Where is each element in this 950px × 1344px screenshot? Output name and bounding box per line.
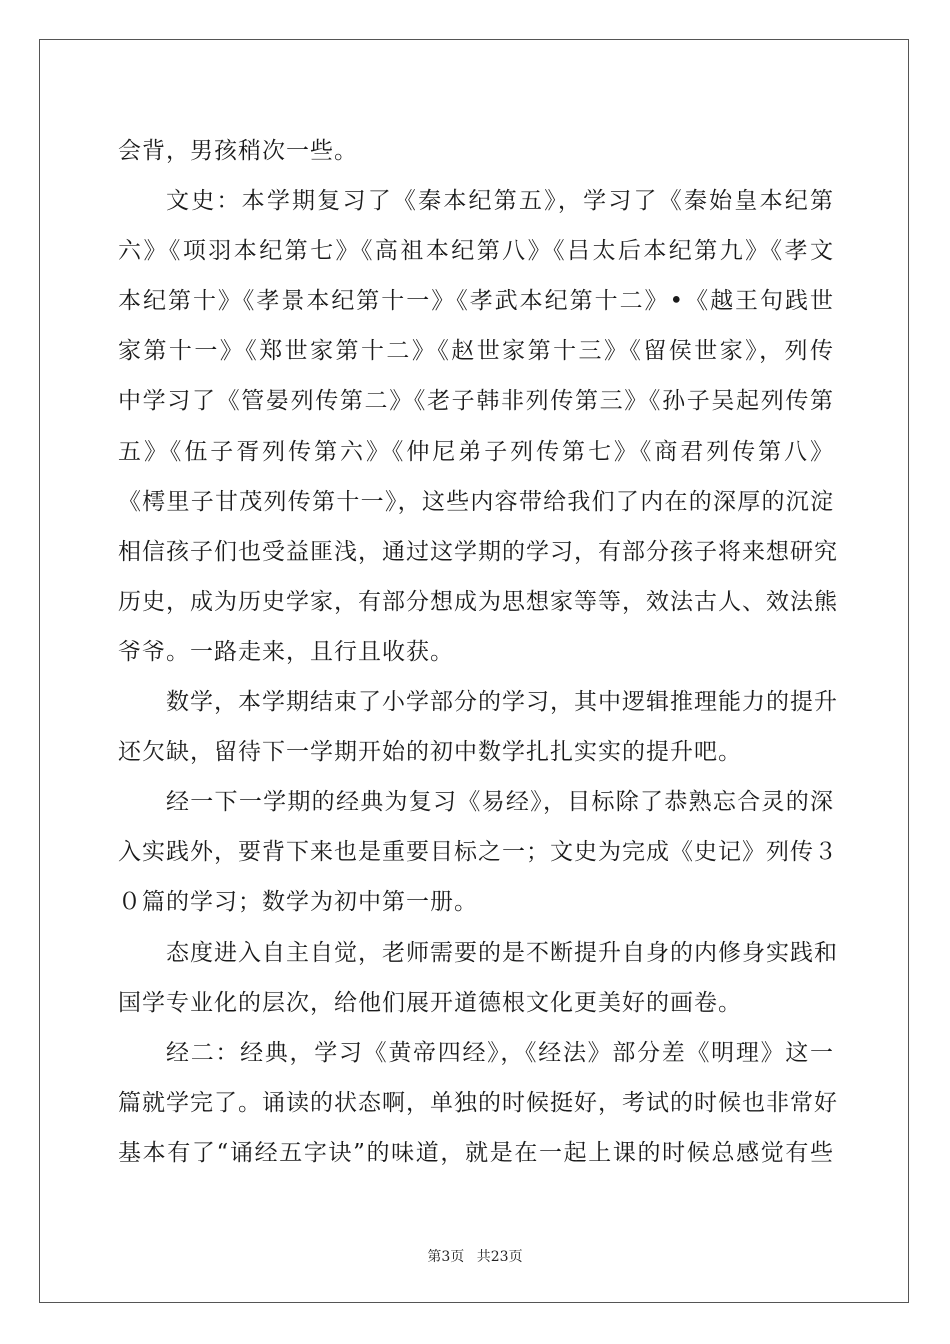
paragraph-3-line: 经一下一学期的经典为复习《易经》，目标除了恭熟忘合灵的深 (166, 789, 834, 816)
paragraph-1-line: 历史，成为历史学家，有部分想成为思想家等等，效法古人、效法熊 (118, 588, 838, 615)
page-total: 共23页 (476, 1249, 523, 1265)
paragraph-1-line: 《樗里子甘茂列传第十一》，这些内容带给我们了内在的深厚的沉淀 (118, 488, 834, 515)
paragraph-1-line: 六》《项羽本纪第七》《高祖本纪第八》《吕太后本纪第九》《孝文 (118, 238, 834, 265)
paragraph-1-line: 爷爷。一路走来，且行且收获。 (118, 638, 454, 665)
paragraph-1-line: 本纪第十》《孝景本纪第十一》《孝武本纪第十二》•《越王句践世 (118, 288, 834, 315)
paragraph-1-line: 相信孩子们也受益匪浅，通过这学期的学习，有部分孩子将来想研究 (118, 538, 838, 565)
paragraph-0-line: 会背，男孩稍次一些。 (118, 138, 358, 164)
document-body (118, 126, 838, 1178)
paragraph-1-line: 五》《伍子胥列传第六》《仲尼弟子列传第七》《商君列传第八》 (118, 438, 834, 465)
paragraph-1-line: 中学习了《管晏列传第二》《老子韩非列传第三》《孙子吴起列传第 (118, 388, 834, 415)
page-footer (0, 1246, 950, 1266)
paragraph-2-line: 还欠缺，留待下一学期开始的初中数学扎扎实实的提升吧。 (118, 739, 742, 766)
paragraph-5-line: 经二：经典，学习《黄帝四经》，《经法》部分差《明理》这一 (166, 1039, 834, 1066)
page-number: 第3页 (427, 1249, 465, 1265)
paragraph-1-line: 家第十一》《郑世家第十二》《赵世家第十三》《留侯世家》，列传 (118, 338, 834, 365)
paragraph-4-line: 态度进入自主自觉，老师需要的是不断提升自身的内修身实践和 (166, 939, 838, 966)
paragraph-4-line: 国学专业化的层次，给他们展开道德根文化更美好的画卷。 (118, 989, 742, 1016)
paragraph-3-line: 入实践外，要背下来也是重要目标之一；文史为完成《史记》列传３ (118, 839, 838, 866)
paragraph-2-line: 数学，本学期结束了小学部分的学习，其中逻辑推理能力的提升 (166, 689, 838, 716)
paragraph-5-line: 基本有了“诵经五字诀”的味道，就是在一起上课的时候总感觉有些 (118, 1139, 834, 1166)
paragraph-5-line: 篇就学完了。诵读的状态啊，单独的时候挺好，考试的时候也非常好 (118, 1089, 838, 1116)
paragraph-3-line: ０篇的学习；数学为初中第一册。 (118, 889, 478, 916)
paragraph-1-line: 文史：本学期复习了《秦本纪第五》，学习了《秦始皇本纪第 (166, 188, 834, 215)
